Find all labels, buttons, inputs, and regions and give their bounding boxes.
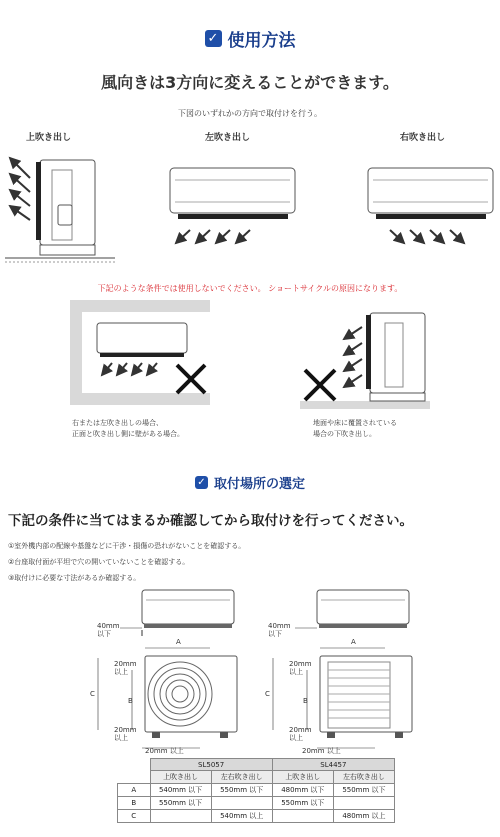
dim-label-20mm-bottom: 20mm 以上 <box>114 726 137 742</box>
prohibited-illustrations <box>0 295 500 415</box>
spec-table <box>117 758 395 823</box>
direction-label-right: 右吹き出し <box>400 133 446 143</box>
dim-label-gap-top: 40mm 以下 <box>268 622 291 638</box>
section1-heading-text: 使用方法 <box>227 31 296 51</box>
condition-item: ③取付けに必要な寸法があるか確認する。 <box>8 574 141 582</box>
section1-heading <box>0 26 500 51</box>
checkbox-icon: ✓ <box>205 30 222 47</box>
case-left-caption: 右または左吹き出しの場合、 正面と吹き出し側に壁がある場合。 <box>72 419 184 438</box>
wall-enclosed-case-illustration <box>70 300 210 405</box>
spec-table-cell: 550mm 以下 <box>272 797 333 810</box>
spec-table-cell: 550mm 以下 <box>211 784 272 797</box>
section1-title: 風向きは3方向に変えることができます。 <box>101 73 399 92</box>
left-blowing-unit-illustration <box>170 168 295 243</box>
dim-label-c: C <box>265 690 270 698</box>
usage-warning: 下記のような条件では使用しないでください。 ショートサイクルの原因になります。 <box>97 284 403 293</box>
dim-label-c: C <box>90 690 95 698</box>
case-right-caption: 地面や床に覆置されている 場合の下吹き出し。 <box>313 419 397 438</box>
table-row <box>118 784 395 797</box>
right-blowing-unit-illustration <box>368 168 493 243</box>
spec-table-row-label: C <box>118 810 151 823</box>
direction-illustrations <box>0 140 500 265</box>
spec-table-cell: 480mm 以下 <box>272 784 333 797</box>
dim-label-20mm-bottom: 20mm 以上 <box>289 726 312 742</box>
table-row <box>118 797 395 810</box>
section2-heading <box>0 473 500 492</box>
up-blowing-unit-illustration <box>5 158 115 262</box>
checkbox-icon: ✓ <box>195 476 208 489</box>
spec-table-row-label: B <box>118 797 151 810</box>
section2-heading-text: 取付場所の選定 <box>213 477 305 492</box>
condition-item: ②台座取付面が平坦で穴の開いていないことを確認する。 <box>8 558 190 566</box>
dim-label-20mm-top: 20mm 以上 <box>114 660 137 676</box>
dim-label-gap-top: 40mm 以下 <box>97 622 120 638</box>
table-row <box>118 810 395 823</box>
spec-table-cell: 550mm 以下 <box>333 784 394 797</box>
spec-table-cell <box>150 810 211 823</box>
spec-table-subheader: 左右吹き出し <box>211 771 272 784</box>
spec-table-subheader: 上吹き出し <box>272 771 333 784</box>
spec-table-cell: 540mm 以下 <box>150 784 211 797</box>
dim-label-a: A <box>176 638 181 646</box>
spec-table-cell: 540mm 以上 <box>211 810 272 823</box>
dim-label-20mm-side: 20mm 以上 <box>145 747 184 755</box>
dim-label-a: A <box>351 638 356 646</box>
direction-label-up: 上吹き出し <box>26 133 72 143</box>
dim-label-20mm-side: 20mm 以上 <box>302 747 341 755</box>
spec-table-cell <box>333 797 394 810</box>
floor-placed-case-illustration <box>300 313 430 409</box>
spec-table-subheader: 上吹き出し <box>150 771 211 784</box>
spec-table-model: SL4457 <box>272 759 394 771</box>
condition-item: ①室外機内部の配線や基盤などに干渉・損傷の恐れがないことを確認する。 <box>8 542 246 550</box>
spec-table-subheader: 左右吹き出し <box>333 771 394 784</box>
spec-table-model: SL5057 <box>150 759 272 771</box>
direction-label-left: 左吹き出し <box>205 133 251 143</box>
spec-table-cell <box>272 810 333 823</box>
prohibited-x-icon <box>305 370 335 400</box>
spec-table-cell <box>211 797 272 810</box>
condition-list <box>8 538 245 586</box>
section1-intro: 下図のいずれかの方向で取付けを行う。 <box>178 109 322 118</box>
dim-label-b: B <box>128 697 133 705</box>
spec-table-cell: 480mm 以上 <box>333 810 394 823</box>
dim-label-b: B <box>303 697 308 705</box>
dim-label-20mm-top: 20mm 以上 <box>289 660 312 676</box>
section2-title: 下記の条件に当てはまるか確認してから取付けを行ってください。 <box>8 513 413 529</box>
spec-table-row-label: A <box>118 784 151 797</box>
spec-table-cell: 550mm 以下 <box>150 797 211 810</box>
